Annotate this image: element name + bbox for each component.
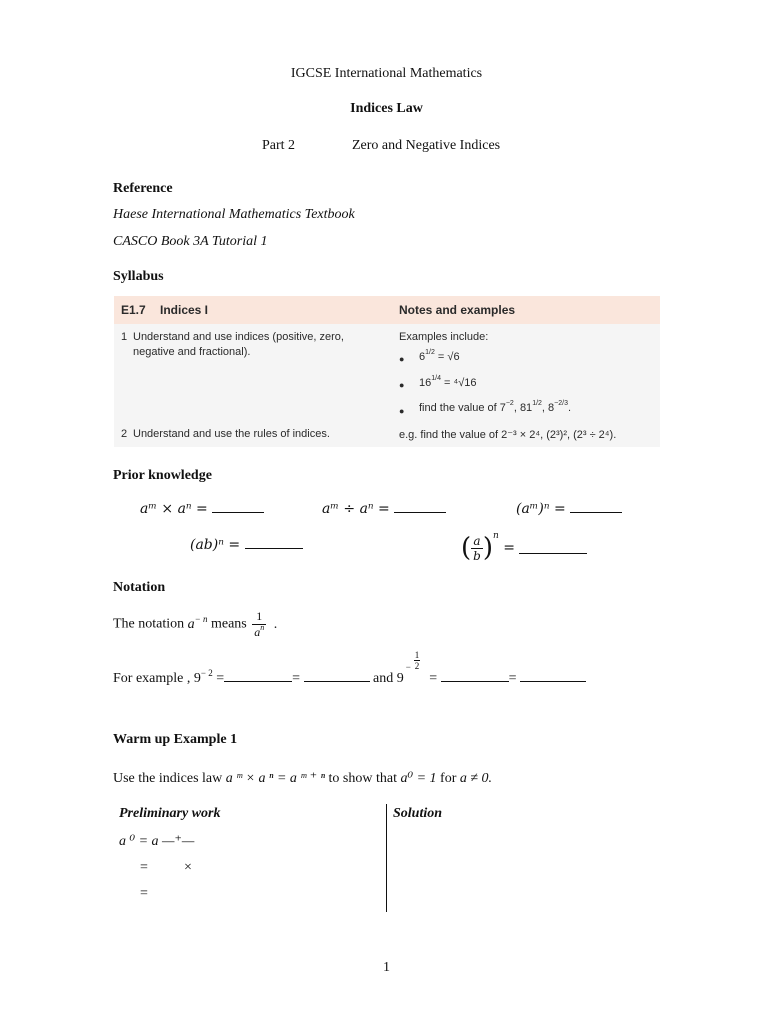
syllabus-row2-notes: e.g. find the value of 2⁻³ × 2⁴, (2³)², (2³ ÷ 2⁴).: [399, 429, 617, 441]
answer-blank[interactable]: [570, 502, 622, 513]
example-3: find the value of $7^{-2}$, $81^{1/2}$, $8^{-2/3}$.: [419, 400, 572, 414]
part-label: Part 2: [262, 138, 296, 153]
preliminary-work-heading: Preliminary work: [119, 806, 221, 821]
warmup-heading: Warm up Example 1: [113, 732, 238, 747]
law-quotient-power: ( $\frac{a}{b}$ )$^n$ =: [461, 533, 587, 563]
examples-intro: Examples include:: [399, 331, 489, 343]
syllabus-topic: Indices I: [160, 303, 209, 317]
part-title: Zero and Negative Indices: [352, 138, 501, 153]
notation-heading: Notation: [113, 580, 166, 595]
syllabus-row2-text: Understand and use the rules of indices.: [133, 428, 330, 440]
answer-blank[interactable]: [441, 671, 509, 682]
syllabus-row2-number: 2: [121, 428, 128, 440]
bullet-icon: ●: [399, 380, 405, 390]
working-step-2-times: ×: [184, 860, 192, 875]
document-title: Indices Law: [350, 101, 423, 116]
answer-blank[interactable]: [394, 502, 446, 513]
notation-example: For example , $9^{- 2}$ = = and 9 − 1 2 = =: [113, 671, 586, 687]
syllabus-notes-header: Notes and examples: [399, 303, 516, 317]
working-step-3-equals: =: [140, 886, 148, 901]
column-divider: [386, 804, 387, 912]
course-title: IGCSE International Mathematics: [290, 66, 483, 81]
working-step-1: a ⁰ = a —⁺—: [119, 834, 195, 849]
solution-heading: Solution: [393, 806, 443, 821]
law-product: aᵐ × aⁿ =: [140, 501, 264, 517]
answer-blank[interactable]: [304, 671, 370, 682]
law-product-power: (ab)ⁿ =: [190, 537, 303, 553]
reference-casco: CASCO Book 3A Tutorial 1: [113, 234, 268, 249]
answer-blank[interactable]: [224, 671, 292, 682]
law-power: (aᵐ)ⁿ =: [516, 501, 622, 517]
working-step-2-equals: =: [140, 860, 148, 875]
warmup-task: Use the indices law a ᵐ × a ⁿ = a ᵐ ⁺ ⁿ to show that a⁰ = 1 for a ≠ 0.: [113, 771, 493, 786]
notation-definition: The notation $a^{- n}$ means $\frac{1}{a^n}$ .: [113, 609, 278, 639]
syllabus-row1-text: Understand and use indices (positive, zero,: [133, 331, 344, 343]
answer-blank[interactable]: [245, 538, 303, 549]
bullet-icon: ●: [399, 354, 405, 364]
syllabus-row1-number: 1: [121, 331, 128, 343]
law-quotient: aᵐ ÷ aⁿ =: [322, 501, 446, 517]
syllabus-code: E1.7: [121, 303, 146, 317]
page-number: 1: [383, 960, 390, 975]
answer-blank[interactable]: [212, 502, 264, 513]
syllabus-table: [114, 296, 660, 447]
answer-blank[interactable]: [520, 671, 586, 682]
reference-heading: Reference: [113, 181, 173, 196]
bullet-icon: ●: [399, 406, 405, 416]
answer-blank[interactable]: [519, 543, 587, 554]
example-1: $6^{1/2} = √6$: [419, 349, 460, 363]
prior-knowledge-heading: Prior knowledge: [113, 468, 212, 483]
reference-textbook: Haese International Mathematics Textbook: [113, 207, 355, 222]
syllabus-heading: Syllabus: [113, 269, 164, 284]
example-2: $16^{1/4} = ^4√16$: [419, 375, 477, 389]
syllabus-row1-text-cont: negative and fractional).: [133, 346, 251, 358]
